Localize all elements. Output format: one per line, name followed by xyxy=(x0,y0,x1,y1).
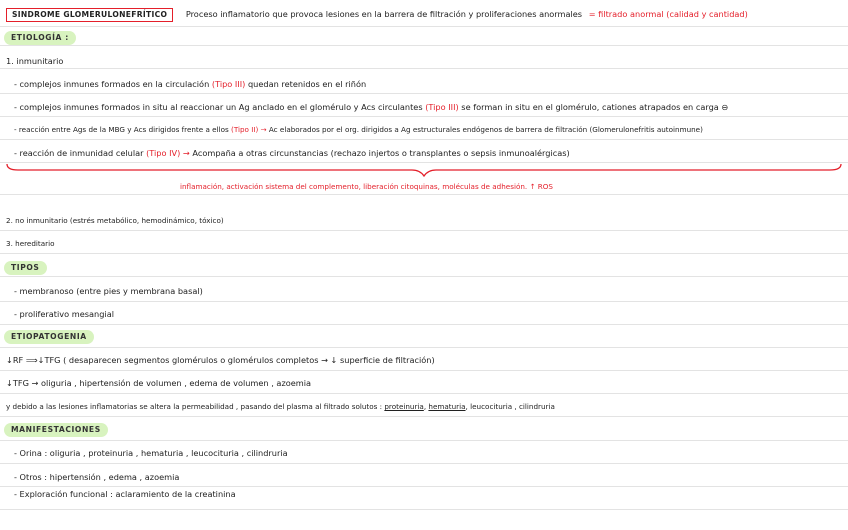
curly-brace-icon xyxy=(6,163,842,177)
list-item: - proliferativo mesangial xyxy=(14,309,114,319)
rule-line xyxy=(0,463,848,464)
heading-hereditario: 3. hereditario xyxy=(6,239,55,248)
rule-line xyxy=(0,393,848,394)
list-item: - membranoso (entre pies y membrana basal) xyxy=(14,286,203,296)
brace-note: inflamación, activación sistema del complemento, liberación citoquinas, moléculas de adhesión. ↑ ROS xyxy=(180,182,553,191)
heading-inmunitario: 1. inmunitario xyxy=(6,56,64,66)
section-tag-etiologia: ETIOLOGÍA : xyxy=(4,31,76,45)
list-item: - complejos inmunes formados en la circulación (Tipo III) quedan retenidos en el riñón xyxy=(14,79,367,89)
section-tag-etiopatogenia: ETIOPATOGENIA xyxy=(4,330,94,344)
section-tag-manifestaciones: MANIFESTACIONES xyxy=(4,423,108,437)
header-row xyxy=(6,8,748,22)
etiopatogenia-line-3: y debido a las lesiones inflamatorias se altera la permeabilidad , pasando del plasma al filtrado solutos : proteinuria, hematuria, leucocituria , cilindruria xyxy=(6,402,555,411)
rule-line xyxy=(0,370,848,371)
header-result: = filtrado anormal (calidad y cantidad) xyxy=(588,9,748,19)
rule-line xyxy=(0,93,848,94)
rule-line xyxy=(0,509,848,510)
rule-line xyxy=(0,26,848,27)
list-item: - reacción de inmunidad celular (Tipo IV) → Acompaña a otras circunstancias (rechazo injertos o transplantes o sepsis inmunoalérgicas) xyxy=(14,148,570,158)
rule-line xyxy=(0,301,848,302)
rule-line xyxy=(0,347,848,348)
rule-line xyxy=(0,116,848,117)
list-item: - Orina : oliguria , proteinuria , hematuria , leucocituria , cilindruria xyxy=(14,448,288,458)
section-tag-tipos: TIPOS xyxy=(4,261,47,275)
page-title: SINDROME GLOMERULONEFRÍTICO xyxy=(6,8,173,22)
rule-line xyxy=(0,276,848,277)
rule-line xyxy=(0,230,848,231)
list-item: - reacción entre Ags de la MBG y Acs dirigidos frente a ellos (Tipo II) → Ac elaborados por el org. dirigidos a Ag estructurales endógenos de barrera de filtración (Glomerulonefritis autoinmune) xyxy=(14,125,703,134)
list-item: - complejos inmunes formados in situ al reaccionar un Ag anclado en el glomérulo y Acs circulantes (Tipo III) se forman in situ en el glomérulo, cationes atrapados en carga ⊖ xyxy=(14,102,729,112)
list-item: - Exploración funcional : aclaramiento de la creatinina xyxy=(14,489,236,499)
rule-line xyxy=(0,416,848,417)
rule-line xyxy=(0,139,848,140)
rule-line xyxy=(0,440,848,441)
header-description: Proceso inflamatorio que provoca lesiones en la barrera de filtración y proliferaciones anormales xyxy=(185,9,583,19)
etiopatogenia-line-2: ↓TFG → oliguria , hipertensión de volumen , edema de volumen , azoemia xyxy=(6,378,312,388)
rule-line xyxy=(0,486,848,487)
heading-no-inmunitario: 2. no inmunitario (estrés metabólico, hemodinámico, tóxico) xyxy=(6,216,224,225)
rule-line xyxy=(0,45,848,46)
rule-line xyxy=(0,68,848,69)
list-item: - Otros : hipertensión , edema , azoemia xyxy=(14,472,180,482)
rule-line xyxy=(0,324,848,325)
rule-line xyxy=(0,194,848,195)
rule-line xyxy=(0,253,848,254)
etiopatogenia-line-1: ↓RF ⟹↓TFG ( desaparecen segmentos glomérulos o glomérulos completos → ↓ superficie de filtración) xyxy=(6,355,435,365)
